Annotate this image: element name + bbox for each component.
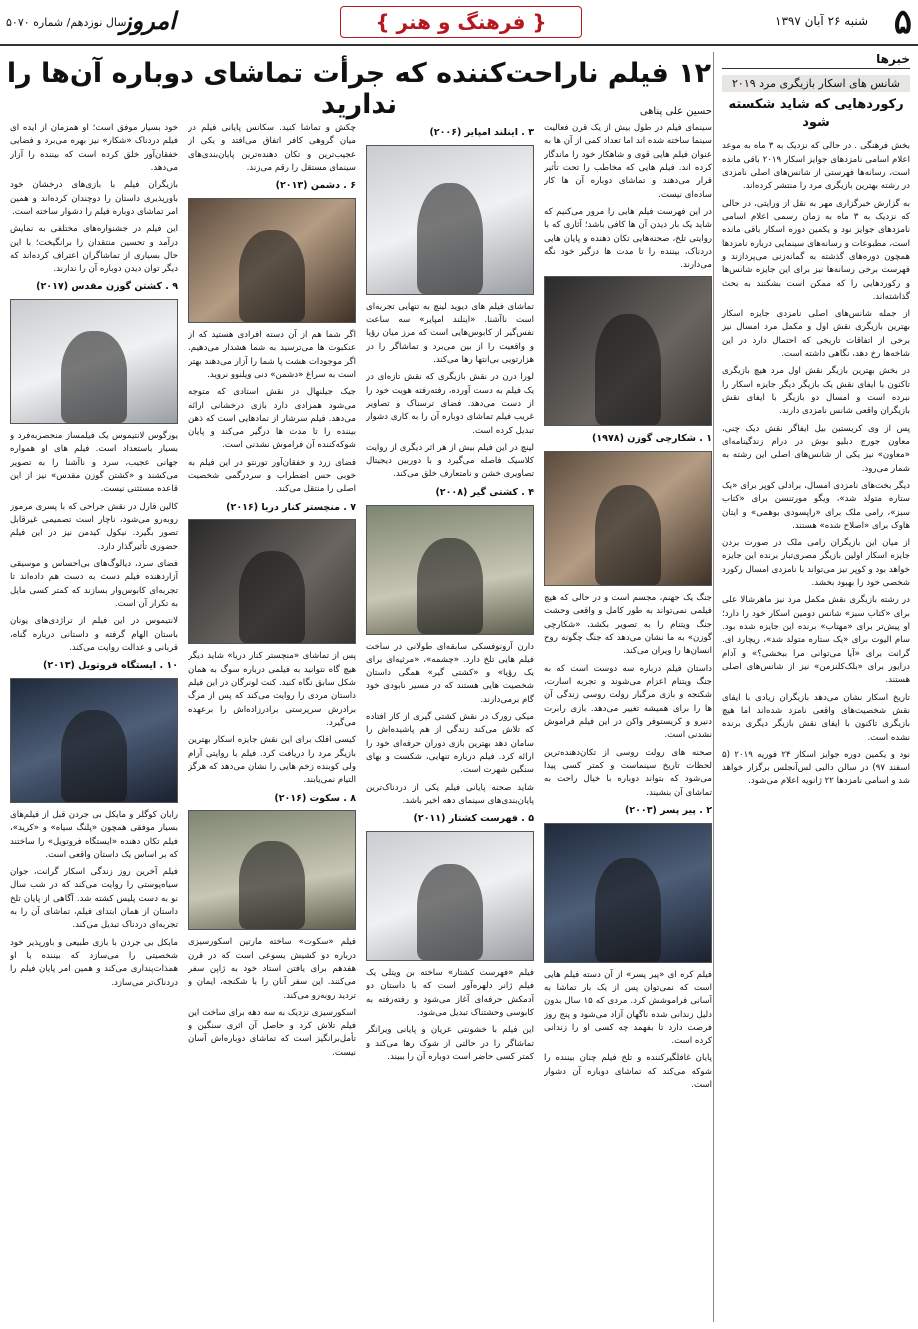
sidebar-kicker: شانس های اسکار بازیگری مرد ۲۰۱۹	[722, 75, 910, 92]
issue-date: شنبه ۲۶ آبان ۱۳۹۷	[775, 14, 868, 28]
film-subheading: ۳ . اینلند امپایر (۲۰۰۶)	[429, 127, 534, 138]
article-paragraph: تماشای فیلم های دیوید لینچ به تنهایی تجربه‌ای است ناآشنا. «اینلند امپایر» سه ساعت نفس‌گیر از کابوس‌هایی است که مرز میان رؤیا و واقعیت را از بین می‌برد و تماشاگر را در هزارتویی بی‌انتها رها می‌کند.	[366, 301, 534, 365]
photo-figure	[417, 538, 483, 634]
photo-figure	[61, 331, 127, 423]
newspaper-logo: امروز	[120, 6, 176, 35]
article-paragraph: خود بسیار موفق است؛ او همزمان از ایده ای فیلم دردناک «شکار» نیز بهره می‌برد و فضایی خفقان‌آور خلق کرده است که بیننده را آزار می‌دهد.	[10, 123, 178, 173]
article-column-1	[544, 122, 712, 1322]
article-paragraph: فیلم «فهرست کشتار» ساخته بن ویتلی یک فیلم ژانر دلهره‌آور است که با داستان دو آدمکش حرفه‌ای آغاز می‌شود و رفته‌رفته به کابوسی وحشتناک تبدیل می‌شود.	[366, 967, 534, 1018]
article-paragraph: یورگوس لانتیموس یک فیلمساز منحصربه‌فرد و بسیار باستعداد است. فیلم های او همواره جهانی عجیب، سرد و ناآشنا را به تصویر می‌کشند و «کشتن گوزن مقدس» نیز از این قاعده مستثنی نیست.	[10, 431, 178, 495]
article-paragraph: فضای زرد و خفقان‌آور تورنتو در این فیلم به خوبی حس اضطراب و سردرگمی شخصیت اصلی را منتقل می‌کند.	[188, 457, 356, 495]
article-photo	[188, 198, 356, 323]
sidebar-paragraph: نود و یکمین دوره جوایز اسکار ۲۴ فوریه ۲۰۱۹ (۵ اسفند ۹۷) در سالن دالبی لس‌آنجلس برگزار خواهد شد و اسامی نامزدها ۲۲ ژانویه اعلام می‌شود.	[722, 749, 910, 787]
article-paragraph: صحنه های رولت روسی از تکان‌دهنده‌ترین لحظات تاریخ سینماست و کمتر کسی پیدا می‌شود که بتواند دوباره با خیال راحت به تماشای آن بنشیند.	[544, 747, 712, 798]
photo-figure	[239, 551, 305, 643]
sidebar-paragraph: از میان این بازیگران رامی ملک در صورت بردن جایزه اسکار اولین بازیگر مصری‌تبار برنده این جایزه خواهد بود و کوپر نیز می‌تواند با نامزدی امسال رکورد شخصی خود را بهبود بخشد.	[722, 538, 910, 589]
article-photo	[188, 519, 356, 644]
article-paragraph: اگر شما هم از آن دسته افرادی هستید که از عنکبوت ها می‌ترسید به شما هشدار می‌دهیم. اگر موجودات هشت پا شما را آزار می‌دهند بهتر است به سراغ «دشمن» دنی ویلنوو نروید.	[188, 329, 356, 380]
main-article	[6, 52, 712, 1322]
article-photo	[10, 299, 178, 424]
film-subheading: ۱۰ . ایستگاه فروتویل (۲۰۱۳)	[42, 660, 178, 672]
article-paragraph: بازیگران فیلم با بازی‌های درخشان خود باورپذیری داستان را دوچندان کرده‌اند و همین امر تماشای دوباره فیلم را دشوار ساخته است.	[10, 180, 178, 217]
page-header	[0, 0, 918, 46]
section-title: { فرهنگ و هنر }	[340, 6, 582, 38]
article-photo	[544, 823, 712, 963]
article-paragraph: جیک جیلنهال در نقش استادی که متوجه می‌شود همزادی دارد بازی درخشانی ارائه می‌دهد. فیلم سرشار از نمادهایی است که ذهن بیننده را تا مدت ها درگیر می‌کند و پایان شوکه‌کننده آن فراموش نشدنی است.	[188, 387, 356, 451]
article-paragraph: پایان غافلگیرکننده و تلخ فیلم چنان بیننده را شوکه می‌کند که تماشای دوباره آن دشوار است.	[544, 1053, 712, 1091]
photo-figure	[595, 485, 661, 585]
sidebar-paragraph: تاریخ اسکار نشان می‌دهد بازیگران زیادی با ایفای نقش شخصیت‌های واقعی نامزد شده‌اند اما هیچ بازیگری تاکنون با ایفای نقش بازیگر دیگری برنده نشده است.	[722, 692, 910, 743]
article-paragraph: کالین فارل در نقش جراحی که با پسری مرموز روبه‌رو می‌شود، ناچار است تصمیمی غیرقابل تصور بگیرد. نیکول کیدمن نیز در این فیلم حضوری تأثیرگذار دارد.	[10, 501, 178, 552]
article-paragraph: فضای سرد، دیالوگ‌های بی‌احساس و موسیقی آزاردهنده فیلم دست به دست هم داده‌اند تا تجربه‌ای کابوس‌وار بسازند که کمتر کسی مایل به تکرار آن است.	[10, 558, 178, 609]
sidebar-body	[722, 140, 910, 788]
photo-figure	[417, 183, 483, 294]
film-subheading: ۱ . شکارچی گوزن (۱۹۷۸)	[592, 433, 712, 445]
article-photo	[366, 145, 534, 295]
sidebar-title: رکوردهایی که شاید شکسته شود	[728, 97, 904, 131]
article-column-2	[366, 122, 534, 1322]
film-subheading: ۴ . کشتی گیر (۲۰۰۸)	[435, 486, 534, 498]
sidebar-paragraph: در بخش بهترین بازیگر نقش اول مرد هیچ بازیگری تاکنون با ایفای نقش یک بازیگر دیگر جایزه اسکار را نبرده است و امسال دو بازیگر با ایفای نقش بازیگران واقعی شانس نامزدی دارند.	[722, 366, 910, 417]
article-paragraph: اسکورسیزی نزدیک به سه دهه برای ساخت این فیلم تلاش کرد و حاصل آن اثری سنگین و تأمل‌برانگیز است که تماشای دوباره‌اش آسان نیست.	[188, 1007, 356, 1058]
article-photo	[544, 276, 712, 426]
article-paragraph: کیسی افلک برای این نقش جایزه اسکار بهترین بازیگر مرد را دریافت کرد. فیلم با روایتی آرام ولی کوبنده زخم هایی را نشان می‌دهد که هرگز التیام نمی‌یابند.	[188, 735, 356, 786]
article-photo	[188, 810, 356, 930]
article-photo	[366, 831, 534, 961]
article-paragraph: دارن آرونوفسکی سابقه‌ای طولانی در ساخت فیلم هایی تلخ دارد. «چشمه»، «مرثیه‌ای برای یک رؤیا» و «کشتی گیر» همگی داستان شخصیت هایی هستند که در مسیر نابودی خود گام برمی‌دارند.	[366, 641, 534, 705]
sidebar-paragraph: بخش فرهنگی . در حالی که نزدیک به ۳ ماه به موعد اعلام اسامی نامزدهای جوایز اسکار ۲۰۱۹ باقی مانده است، رسانه‌ها فهرستی از شانس‌های اصلی نامزدی در رشته بهترین بازیگری مرد را منتشر کرده‌اند.	[722, 141, 910, 192]
article-paragraph: فیلم کره ای «پیر پسر» از آن دسته فیلم هایی است که نمی‌توان پس از یک بار تماشا به آسانی فراموشش کرد. مردی که ۱۵ سال بدون دلیل زندانی شده ناگهان آزاد می‌شود و پنج روز فرصت دارد تا بفهمد چه کسی او را زندانی کرده است.	[544, 969, 712, 1047]
photo-figure	[61, 710, 127, 802]
sidebar-paragraph: به گزارش خبرگزاری مهر به نقل از ورایتی، در حالی که نزدیک به ۳ ماه به زمان رسمی اعلام اسامی نامزدهای جوایز نود و یکمین دوره اسکار باقی مانده است، مطبوعات و رسانه‌های سینمایی درباره نامزدها همچون دوره‌های گذشته به گمانه‌زنی می‌پردازند و فهرست برخی رسانه‌ها نیز برای این جایزه شانس‌ها و رکوردهایی را که ممکن است بشکنند به بحث گذاشته‌اند.	[722, 198, 910, 302]
issue-number: سال نوزدهم/ شماره ۵۰۷۰	[6, 16, 127, 29]
article-photo	[544, 451, 712, 586]
article-photo	[366, 505, 534, 635]
article-paragraph: این فیلم در جشنواره‌های مختلفی به نمایش درآمد و تحسین منتقدان را برانگیخت؛ با این حال بسیاری از تماشاگران اعتراف کرده‌اند که دیگر توان دیدن دوباره آن را ندارند.	[10, 224, 178, 275]
page-number: ۵	[893, 2, 912, 42]
article-paragraph: رایان کوگلر و مایکل بی جردن قبل از فیلم‌های بسیار موفقی همچون «پلنگ سیاه» و «کرید»، فیلم تکان دهنده «ایستگاه فروتویل» را ساختند که بر اساس یک داستان واقعی است.	[10, 809, 178, 860]
film-subheading: ۷ . منچستر کنار دریا (۲۰۱۶)	[226, 501, 356, 513]
article-paragraph: لینچ در این فیلم بیش از هر اثر دیگری از روایت کلاسیک فاصله می‌گیرد و با دوربین دیجیتال تصاویری خشن و نامتعارف خلق می‌کند.	[366, 442, 534, 480]
article-paragraph: فیلم آخرین روز زندگی اسکار گرانت، جوان سیاه‌پوستی را روایت می‌کند که در شب سال نو به دست پلیس کشته شد. آگاهی از پایان تلخ داستان از همان ابتدای فیلم، تماشای آن را به تجربه‌ای دردناک تبدیل می‌کند.	[10, 867, 178, 931]
article-paragraph: داستان فیلم درباره سه دوست است که به جنگ ویتنام اعزام می‌شوند و تجربه اسارت، شکنجه و بازی مرگبار رولت روسی زندگی آن ها را برای همیشه تغییر می‌دهد. بازی رابرت دنیرو و کریستوفر واکن در این فیلم فراموش نشدنی است.	[544, 663, 712, 741]
news-sidebar	[713, 52, 910, 1322]
article-paragraph: در این فهرست فیلم هایی را مرور می‌کنیم که شاید یک بار دیدن آن ها کافی باشد؛ آثاری که با روایتی تلخ، صحنه‌هایی تکان دهنده و پایان هایی دردناک، بیننده را تا مدت ها درگیر خود نگه می‌دارند.	[544, 206, 712, 271]
film-subheading: ۲ . پیر پسر (۲۰۰۳)	[624, 804, 712, 816]
article-paragraph: میکی رورک در نقش کشتی گیری از کار افتاده که تلاش می‌کند زندگی از هم پاشیده‌اش را سامان دهد بهترین بازی دوران حرفه‌ای خود را ارائه کرد. فیلم درباره تنهایی، شکست و بهای سنگین شهرت است.	[366, 712, 534, 776]
article-paragraph: چکش و تماشا کنید. سکانس پایانی فیلم در میان گروهی کافر اتفاق می‌افتد و یکی از عجیب‌ترین و تکان دهنده‌ترین پایان‌بندی‌های سینمای مستقل را رقم می‌زند.	[188, 123, 356, 173]
sidebar-paragraph: دیگر بخت‌های نامزدی امسال، برادلی کوپر برای «یک ستاره متولد شد»، ویگو مورتنسن برای «کتاب سبز»، رامی ملک برای «راپسودی بوهمی» و ایتان هاوک برای «اصلاح شده» هستند.	[722, 480, 910, 531]
article-paragraph: فیلم «سکوت» ساخته مارتین اسکورسیزی درباره دو کشیش یسوعی است که در قرن هفدهم برای یافتن استاد خود به ژاپن سفر می‌کنند. این سفر آنان را با شکنجه، ایمان و تردید روبه‌رو می‌کند.	[188, 937, 356, 1001]
article-paragraph: شاید صحنه پایانی فیلم یکی از دردناک‌ترین پایان‌بندی‌های سینمای دهه اخیر باشد.	[366, 782, 534, 806]
photo-figure	[239, 230, 305, 322]
photo-figure	[417, 864, 483, 960]
sidebar-tag: خبرها	[722, 52, 910, 69]
photo-figure	[595, 858, 661, 962]
photo-figure	[595, 314, 661, 425]
film-subheading: ۸ . سکوت (۲۰۱۶)	[274, 792, 356, 804]
article-paragraph: سینمای فیلم در طول بیش از یک قرن فعالیت سینما ساخته شده اند اما تعداد کمی از آن ها به عنوان فیلم هایی قوی و شاهکار خود را ماندگار کرده اند. فیلم هایی که مخاطب را تحت تأثیر قرار می‌دهند و تماشای دوباره آن ها کار ساده‌ای نیست.	[544, 123, 712, 200]
article-photo	[10, 678, 178, 803]
article-author: حسین علی پناهی	[639, 106, 712, 117]
sidebar-paragraph: در رشته بازیگری نقش مکمل مرد نیز ماهرشالا علی برای «کتاب سبز» شانس دومین اسکار خود را دارد؛ او پیش‌تر برای «مهتاب» برنده این جایزه شده بود. سام الیوت برای «یک ستاره متولد شد»، ریچارد ای. گرانت برای «آیا می‌توانی مرا ببخشی؟» و آدام درایور برای «بلک‌کلنزمن» نیز از شانس‌های اصلی هستند.	[722, 595, 910, 686]
article-paragraph: این فیلم با خشونتی عریان و پایانی ویرانگر تماشاگر را در حالتی از شوک رها می‌کند و کمتر کسی حاضر است دوباره آن را ببیند.	[366, 1025, 534, 1062]
article-column-4	[10, 122, 178, 1322]
photo-figure	[239, 841, 305, 930]
film-subheading: ۹ . کشتن گوزن مقدس (۲۰۱۷)	[36, 281, 178, 293]
article-headline: ۱۲ فیلم ناراحت‌کننده که جرأت تماشای دوباره آن‌ها را ندارید	[6, 58, 712, 120]
article-paragraph: مایکل بی جردن با بازی طبیعی و باورپذیر خود شخصیتی را می‌سازد که بیننده با او همذات‌پنداری می‌کند و همین امر پایان فیلم را دردناک‌تر می‌سازد.	[10, 937, 178, 988]
sidebar-paragraph: از جمله شانس‌های اصلی نامزدی جایزه اسکار بهترین بازیگری نقش اول و مکمل مرد امسال نیز برخی از اتفاقات تاریخی که احتمال دارد در این شاخه‌ها رخ دهد، نگاهی داشته است.	[722, 309, 910, 360]
article-paragraph: جنگ یک جهنم، مجسم است و در حالی که هیچ فیلمی نمی‌تواند به طور کامل و واقعی وحشت جنگ ویتنام را به تصویر بکشد، «شکارچی گوزن» به ما نشان می‌دهد که جنگ چگونه روح انسان‌ها را ویران می‌کند.	[544, 593, 712, 657]
article-paragraph: لورا درن در نقش بازیگری که نقش تازه‌ای در یک فیلم به دست آورده، رفته‌رفته هویت خود را از دست می‌دهد. فضای ترسناک و تصاویر غریب فیلم تماشای دوباره آن را به کاری دشوار تبدیل کرده است.	[366, 372, 534, 436]
article-column-3	[188, 122, 356, 1322]
article-paragraph: لانتیموس در این فیلم از تراژدی‌های یونان باستان الهام گرفته و داستانی درباره گناه، قربانی و عدالت روایت می‌کند.	[10, 616, 178, 653]
article-paragraph: پس از تماشای «منچستر کنار دریا» شاید دیگر هیچ گاه نتوانید به فیلمی درباره سوگ به همان شکل سابق نگاه کنید. کنت لونرگان در این فیلم داستان مردی را روایت می‌کند که پس از مرگ برادرش سرپرستی برادرزاده‌اش را برعهده می‌گیرد.	[188, 651, 356, 728]
film-subheading: ۵ . فهرست کشتار (۲۰۱۱)	[413, 813, 534, 825]
film-subheading: ۶ . دشمن (۲۰۱۳)	[275, 180, 356, 192]
sidebar-paragraph: پس از وی کریستین بیل ایفاگر نقش دیک چنی، معاون جورج دبلیو بوش در درام زندگینامه‌ای «معاون» نیز یکی از شانس‌های اصلی این رشته به شمار می‌رود.	[722, 423, 910, 474]
